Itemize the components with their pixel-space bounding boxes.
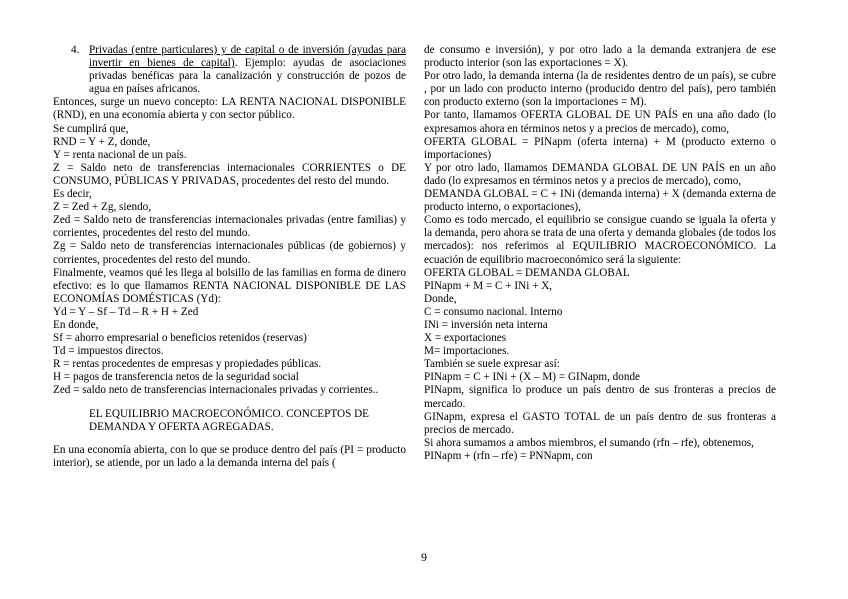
paragraph: H = pagos de transferencia netos de la seguridad social	[53, 371, 299, 384]
list-number: 4.	[71, 44, 80, 56]
paragraph: Si ahora sumamos a ambos miembros, el sumando (rfn – rfe), obtenemos,	[424, 436, 754, 449]
paragraph: Yd = Y – Sf – Td – R + H + Zed	[53, 305, 199, 318]
paragraph: PINapm + M = C + INi + X,	[424, 279, 553, 292]
left-column	[53, 44, 406, 470]
paragraph: RND = Y + Z, donde,	[53, 135, 151, 148]
paragraph: Y = renta nacional de un país.	[53, 148, 187, 161]
list-item-4	[53, 44, 406, 96]
paragraph: DEMANDA GLOBAL = C + INi (demanda interna) + X (demanda externa de producto interno, o exportaciones),	[424, 188, 776, 214]
paragraph: PINapm + (rfn – rfe) = PNNapm, con	[424, 449, 593, 462]
paragraph: También se suele expresar así:	[424, 358, 560, 371]
paragraph: Finalmente, veamos qué les llega al bolsillo de las familias en forma de dinero efectivo: es lo que llamamos RENTA NACIONAL DISPONIBLE DE LAS ECONOMÍAS DOMÉSTICAS (Yd):	[53, 266, 406, 305]
paragraph: Como es todo mercado, el equilibrio se consigue cuando se iguala la oferta y la demanda, pero ahora se trata de una oferta y demanda globales (de todos los mercados): nos referimos al EQUILIBRIO MACROECONÓMICO. La ecuación de equilibrio macroeconómico será la siguiente:	[424, 214, 776, 266]
paragraph: R = rentas procedentes de empresas y propiedades públicas.	[53, 358, 322, 371]
section-heading: EL EQUILIBRIO MACROECONÓMICO. CONCEPTOS DE DEMANDA Y OFERTA AGREGADAS.	[89, 407, 370, 433]
paragraph: Td = impuestos directos.	[53, 345, 164, 358]
paragraph: Zg = Saldo neto de transferencias internacionales públicas (de gobiernos) y corrientes, procedentes del resto del mundo.	[53, 240, 406, 266]
paragraph: PINapm, significa lo produce un país dentro de sus fronteras a precios de mercado.	[424, 384, 776, 410]
page-number: 9	[421, 550, 427, 564]
paragraph: INi = inversión neta interna	[424, 318, 548, 331]
paragraph: Zed = saldo neto de transferencias internacionales privadas y corrientes..	[53, 384, 379, 397]
paragraph: C = consumo nacional. Interno	[424, 305, 563, 318]
paragraph: Entonces, surge un nuevo concepto: LA RENTA NACIONAL DISPONIBLE (RND), en una economía abierta y con sector público.	[53, 96, 406, 122]
paragraph: GINapm, expresa el GASTO TOTAL de un país dentro de sus fronteras a precios de mercado.	[424, 410, 776, 436]
paragraph: PINapm = C + INi + (X – M) = GINapm, donde	[424, 371, 641, 384]
paragraph: OFERTA GLOBAL = DEMANDA GLOBAL	[424, 266, 630, 279]
paragraph: X = exportaciones	[424, 332, 507, 345]
paragraph: En una economía abierta, con lo que se produce dentro del país (PI = producto interior), se atiende, por un lado a la demanda interna del país (	[53, 443, 406, 469]
paragraph: Por tanto, llamamos OFERTA GLOBAL DE UN PAÍS en una año dado (lo expresamos ahora en términos netos y a precios de mercado), como,	[424, 109, 776, 135]
underlined-text: Privadas (entre particulares) y de capital o de inversión (ayudas para invertir en bienes de capital)	[89, 44, 406, 70]
paragraph: M= importaciones.	[424, 345, 510, 358]
paragraph: Z = Zed + Zg, siendo,	[53, 201, 152, 214]
paragraph: Z = Saldo neto de transferencias internacionales CORRIENTES o DE CONSUMO, PÚBLICAS Y PRIVADAS, procedentes del resto del mundo.	[53, 161, 406, 187]
paragraph: Zed = Saldo neto de transferencias internacionales privadas (entre familias) y corrientes, procedentes del resto del mundo.	[53, 214, 406, 240]
paragraph: Y por otro lado, llamamos DEMANDA GLOBAL DE UN PAÍS en un año dado (lo expresamos en términos netos y a precios de mercado), como,	[424, 161, 776, 187]
paragraph: OFERTA GLOBAL = PINapm (oferta interna) + M (producto externo o importaciones)	[424, 135, 776, 161]
paragraph: de consumo e inversión), y por otro lado a la demanda extranjera de ese producto interior (son las exportaciones = X).	[424, 44, 776, 70]
paragraph: Por otro lado, la demanda interna (la de residentes dentro de un país), se cubre , por un lado con producto interno (producido dentro del país), pero también con producto externo (son la importaciones = M).	[424, 70, 776, 109]
paragraph: Se cumplirá que,	[53, 122, 129, 135]
paragraph: Donde,	[424, 292, 457, 305]
list-item-text: . Ejemplo: ayudas de asociaciones privadas benéficas para la canalización y construcción de pozos de agua en países africanos.	[89, 57, 407, 96]
paragraph: Es decir,	[53, 188, 92, 201]
paragraph: Sf = ahorro empresarial o beneficios retenidos (reservas)	[53, 332, 307, 345]
paragraph: En donde,	[53, 318, 99, 331]
right-column	[424, 44, 776, 463]
